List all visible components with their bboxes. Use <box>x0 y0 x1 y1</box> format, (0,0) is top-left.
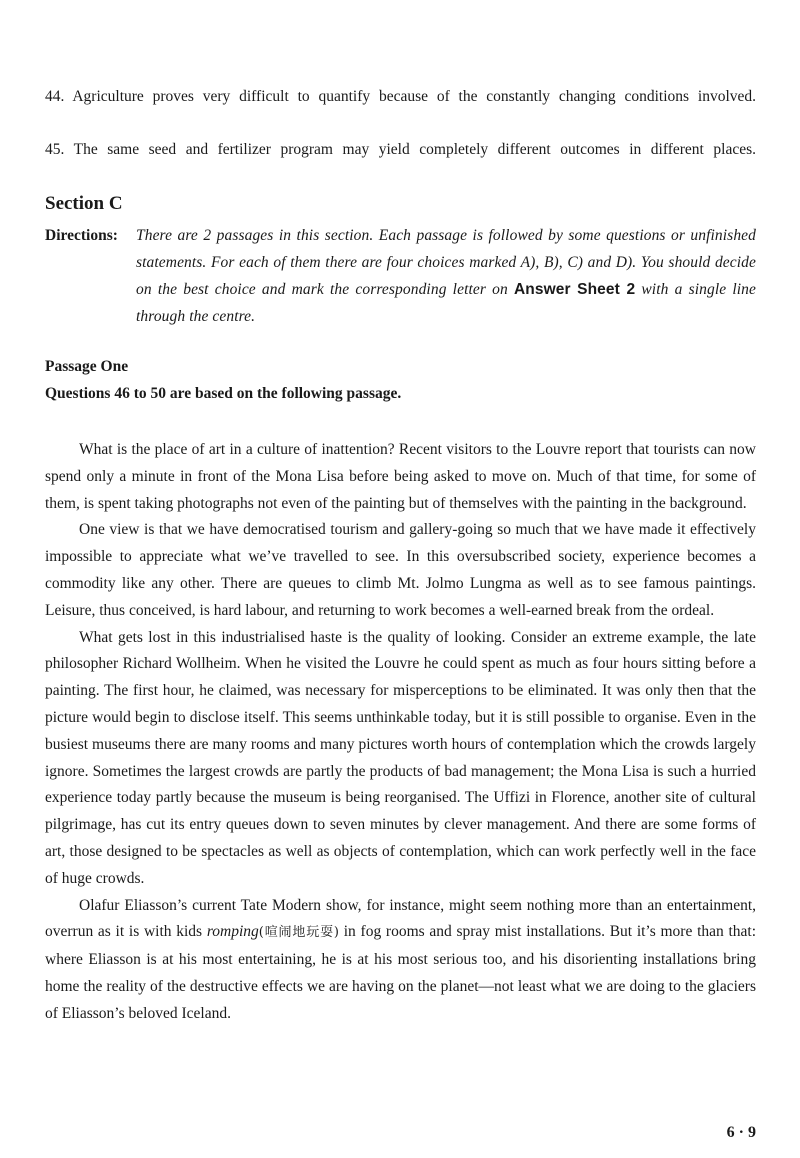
question-45: 45. The same seed and fertilizer program may yield completely different outcomes in different places. <box>45 141 756 158</box>
section-title: Section C <box>45 193 123 214</box>
question-44: 44. Agriculture proves very difficult to quantify because of the constantly changing conditions involved. <box>45 88 756 105</box>
paragraph-4-start: Olafur Eliasson’s current Tate Modern show, for instance, might seem nothing more than an entertainment, overrun as it is with kids <box>45 896 756 941</box>
answer-sheet-label: Answer Sheet 2 <box>514 281 636 298</box>
page-number: 6 · 9 <box>726 1124 756 1141</box>
passage-title: Passage One <box>45 358 129 375</box>
paragraph-3: What gets lost in this industrialised haste is the quality of looking. Consider an extreme example, the late philosopher Richard Wollheim. When he visited the Louvre he could spent as much as four hours sitting before a painting. The first hour, he claimed, was necessary for misperceptions to be eliminated. It was only then that the picture would begin to disclose itself. This seems unthinkable today, but it is still possible to organise. Even in the busiest museums there are many rooms and many pictures worth hours of contemplation which the crowds largely ignore. Sometimes the largest crowds are partly the products of bad management; the Mona Lisa is such a hurried experience today partly because the museum is being reorganised. The Uffizi in Florence, another site of cultural pilgrimage, has cut its entry queues down to seven minutes by clever management. And there are some forms of art, those designed to be spectacles as well as objects of contemplation, which can work perfectly well in the face of huge crowds. <box>45 628 756 887</box>
paragraph-1: What is the place of art in a culture of inattention? Recent visitors to the Louvre report that tourists can now spend only a minute in front of the Mona Lisa before being asked to move on. Much of that time, for some of them, is spent taking photographs not even of the painting but of themselves with the painting in the background. <box>45 441 756 512</box>
glossed-word: romping <box>206 923 259 941</box>
directions-text <box>136 222 756 330</box>
paragraph-4 <box>45 893 756 1028</box>
directions-body: There are 2 passages in this section. Each passage is followed by some questions or unfinished statements. For each of them there are four choices marked A), B), C) and D). You should decide on the best choice and mark the corresponding letter on <box>136 227 756 298</box>
directions-block <box>45 222 756 330</box>
directions-label: Directions: <box>45 227 118 244</box>
passage-subtitle: Questions 46 to 50 are based on the following passage. <box>45 385 402 402</box>
passage-body <box>45 437 756 1028</box>
chinese-gloss: (喧闹地玩耍) <box>258 925 340 941</box>
directions-tail: with a single line through the centre. <box>136 281 756 325</box>
paragraph-4-end: in fog rooms and spray mist installations. But it’s more than that: where Eliasson is at his most entertaining, he is at his most serious too, and his disorienting installations bring home the reality of the destructive effects we are having on the planet—not least what we are doing to the glaciers of Eliasson’s beloved Iceland. <box>45 923 757 1022</box>
paragraph-2: One view is that we have democratised tourism and gallery-going so much that we have made it effectively impossible to appreciate what we’ve travelled to see. In this oversubscribed society, experience becomes a commodity like any other. There are queues to climb Mt. Jolmo Lungma as well as to see famous paintings. Leisure, thus conceived, is hard labour, and returning to work becomes a well-earned break from the ordeal. <box>45 521 756 619</box>
